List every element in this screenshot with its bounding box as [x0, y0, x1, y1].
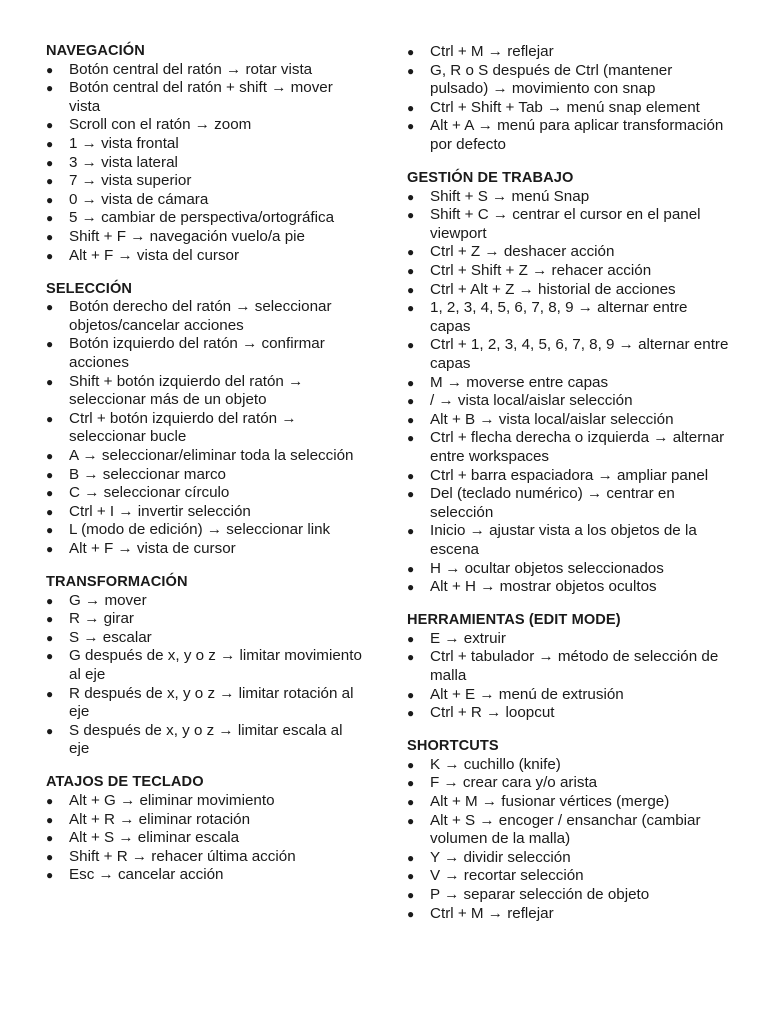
list-item	[407, 188, 732, 207]
bullet-icon: ●	[46, 541, 54, 556]
bullet-icon: ●	[407, 706, 415, 721]
item-text: L (modo de edición) → seleccionar link	[69, 521, 331, 539]
list-item	[46, 722, 364, 759]
item-text: / → vista local/aislar selección	[430, 392, 633, 410]
section-title: NAVEGACIÓN	[46, 43, 145, 59]
item-text: Shift + botón izquierdo del ratón → seleccionar más de un objeto	[69, 372, 304, 409]
shortcut-list	[46, 592, 364, 759]
bullet-icon: ●	[407, 431, 415, 446]
item-text: S después de x, y o z → limitar escala al eje	[69, 721, 343, 758]
item-text: Inicio → ajustar vista a los objetos de la escena	[430, 522, 697, 558]
list-item	[46, 484, 364, 503]
list-item	[407, 905, 732, 924]
item-text: Ctrl + flecha derecha o izquierda → alternar entre workspaces	[430, 429, 725, 465]
list-item	[46, 447, 364, 466]
bullet-icon: ●	[46, 649, 54, 664]
bullet-icon: ●	[407, 119, 415, 134]
shortcut-list	[407, 756, 732, 923]
bullet-icon: ●	[46, 448, 54, 463]
bullet-icon: ●	[46, 831, 54, 846]
bullet-icon: ●	[46, 62, 54, 77]
list-item	[407, 886, 732, 905]
item-text: Alt + H → mostrar objetos ocultos	[430, 578, 657, 596]
section-title: ATAJOS DE TECLADO	[46, 774, 204, 791]
bullet-icon: ●	[407, 757, 415, 772]
item-text: F → crear cara y/o arista	[430, 774, 598, 792]
item-text: G, R o S después de Ctrl (mantener pulsado) → movimiento con snap	[430, 61, 673, 98]
item-text: Ctrl + Shift + Z → rehacer acción	[430, 262, 652, 280]
bullet-icon: ●	[407, 813, 415, 828]
bullet-icon: ●	[46, 81, 54, 96]
list-item	[46, 629, 364, 648]
item-text: 0 → vista de cámara	[69, 190, 209, 208]
bullet-icon: ●	[46, 486, 54, 501]
bullet-icon: ●	[407, 338, 415, 353]
shortcut-list	[407, 188, 732, 597]
shortcut-list	[407, 630, 732, 723]
item-text: Ctrl + M → reflejar	[430, 43, 554, 60]
list-item	[407, 756, 732, 775]
list-item	[407, 117, 732, 154]
bullet-icon: ●	[407, 776, 415, 791]
right-column	[407, 43, 732, 938]
bullet-icon: ●	[46, 248, 54, 263]
item-text: V → recortar selección	[430, 867, 584, 885]
section-herramientas-edit-mode	[407, 611, 732, 723]
list-item	[46, 135, 364, 154]
item-text: Ctrl + I → invertir selección	[69, 502, 251, 520]
section-atajos-de-teclado	[46, 773, 364, 885]
bullet-icon: ●	[46, 192, 54, 207]
bullet-icon: ●	[407, 687, 415, 702]
item-text: 7 → vista superior	[69, 172, 192, 190]
list-item	[46, 811, 364, 830]
list-item	[407, 262, 732, 281]
item-text: Alt + S → eliminar escala	[69, 829, 240, 847]
bullet-icon: ●	[407, 189, 415, 204]
bullet-icon: ●	[46, 504, 54, 519]
item-text: Scroll con el ratón → zoom	[69, 116, 252, 134]
item-text: Alt + M → fusionar vértices (merge)	[430, 793, 670, 811]
item-text: R después de x, y o z → limitar rotación al eje	[69, 684, 354, 721]
bullet-icon: ●	[46, 337, 54, 352]
list-item	[407, 704, 732, 723]
bullet-icon: ●	[407, 412, 415, 427]
section-continued	[407, 43, 732, 155]
bullet-icon: ●	[407, 394, 415, 409]
item-text: Shift + C → centrar el cursor en el panel viewport	[430, 206, 701, 242]
item-text: Ctrl + M → reflejar	[430, 904, 554, 922]
item-text: E → extruir	[430, 629, 506, 647]
list-item	[407, 411, 732, 430]
list-item	[46, 373, 364, 410]
item-text: Shift + R → rehacer última acción	[69, 847, 296, 865]
item-text: Alt + R → eliminar rotación	[69, 810, 251, 828]
item-text: C → seleccionar círculo	[69, 484, 230, 502]
list-item	[46, 848, 364, 867]
item-text: Botón derecho del ratón → seleccionar objetos/cancelar acciones	[69, 298, 332, 334]
item-text: Y → dividir selección	[430, 848, 571, 866]
list-item	[407, 648, 732, 685]
bullet-icon: ●	[46, 136, 54, 151]
bullet-icon: ●	[46, 523, 54, 538]
bullet-icon: ●	[407, 245, 415, 260]
item-text: Shift + S → menú Snap	[430, 187, 590, 205]
item-text: Ctrl + Z → deshacer acción	[430, 243, 615, 261]
list-item	[407, 686, 732, 705]
item-text: Alt + B → vista local/aislar selección	[430, 410, 674, 428]
bullet-icon: ●	[46, 300, 54, 315]
bullet-icon: ●	[407, 888, 415, 903]
item-text: Ctrl + Shift + Tab → menú snap element	[430, 98, 700, 116]
list-item	[46, 647, 364, 684]
item-text: Ctrl + barra espaciadora → ampliar panel	[430, 466, 709, 484]
bullet-icon: ●	[407, 63, 415, 78]
list-item	[46, 61, 364, 80]
item-text: Ctrl + R → loopcut	[430, 704, 555, 722]
list-item	[46, 191, 364, 210]
item-text: 1 → vista frontal	[69, 134, 179, 152]
list-item	[46, 685, 364, 722]
bullet-icon: ●	[407, 301, 415, 316]
section-gestion-de-trabajo	[407, 169, 732, 597]
list-item	[46, 154, 364, 173]
section-title: SHORTCUTS	[407, 738, 499, 755]
bullet-icon: ●	[46, 174, 54, 189]
bullet-icon: ●	[407, 375, 415, 390]
list-item	[407, 206, 732, 243]
bullet-icon: ●	[407, 906, 415, 921]
item-text: R → girar	[69, 610, 134, 628]
list-item	[407, 99, 732, 118]
bullet-icon: ●	[46, 849, 54, 864]
list-item	[407, 243, 732, 262]
section-shortcuts	[407, 737, 732, 923]
item-text: Ctrl + botón izquierdo del ratón → seleccionar bucle	[69, 409, 297, 446]
item-text: K → cuchillo (knife)	[430, 755, 561, 773]
item-text: S → escalar	[69, 628, 152, 646]
bullet-icon: ●	[407, 264, 415, 279]
shortcut-list	[46, 298, 364, 558]
item-text: 1, 2, 3, 4, 5, 6, 7, 8, 9 → alternar entre capas	[430, 299, 688, 335]
list-item	[407, 336, 732, 373]
item-text: Alt + A → menú para aplicar transformación por defecto	[430, 117, 724, 153]
list-item	[407, 281, 732, 300]
item-text: Alt + F → vista del cursor	[69, 246, 240, 264]
bullet-icon: ●	[46, 229, 54, 244]
bullet-icon: ●	[46, 723, 54, 738]
item-text: Alt + E → menú de extrusión	[430, 685, 624, 703]
item-text: Ctrl + tabulador → método de selección de malla	[430, 648, 719, 684]
item-text: Botón izquierdo del ratón → confirmar acciones	[69, 335, 325, 371]
bullet-icon: ●	[407, 100, 415, 115]
item-text: P → separar selección de objeto	[430, 886, 650, 904]
shortcut-list	[46, 792, 364, 885]
bullet-icon: ●	[46, 686, 54, 701]
bullet-icon: ●	[46, 630, 54, 645]
list-item	[407, 429, 732, 466]
bullet-icon: ●	[46, 211, 54, 226]
item-text: Ctrl + Alt + Z → historial de acciones	[430, 280, 676, 298]
list-item	[46, 540, 364, 559]
shortcut-list	[46, 61, 364, 266]
list-item	[407, 867, 732, 886]
bullet-icon: ●	[46, 374, 54, 389]
list-item	[407, 560, 732, 579]
list-item	[407, 578, 732, 597]
item-text: A → seleccionar/eliminar toda la selección	[69, 446, 354, 464]
item-text: Botón central del ratón → rotar vista	[69, 60, 313, 78]
item-text: Del (teclado numérico) → centrar en selección	[430, 485, 675, 521]
item-text: G después de x, y o z → limitar movimiento al eje	[69, 647, 362, 683]
section-title: SELECCIÓN	[46, 280, 133, 297]
list-item	[46, 466, 364, 485]
bullet-icon: ●	[46, 118, 54, 133]
item-text: G → mover	[69, 591, 147, 609]
list-item	[46, 79, 364, 116]
bullet-icon: ●	[46, 593, 54, 608]
list-item	[46, 228, 364, 247]
list-item	[46, 172, 364, 191]
bullet-icon: ●	[407, 487, 415, 502]
list-item	[46, 503, 364, 522]
item-text: 3 → vista lateral	[69, 153, 178, 171]
bullet-icon: ●	[46, 612, 54, 627]
item-text: B → seleccionar marco	[69, 465, 226, 483]
bullet-icon: ●	[407, 45, 415, 59]
list-item	[46, 829, 364, 848]
left-column	[46, 42, 364, 900]
bullet-icon: ●	[407, 795, 415, 810]
bullet-icon: ●	[46, 868, 54, 883]
list-item	[46, 209, 364, 228]
list-item	[407, 392, 732, 411]
item-text: Alt + S → encoger / ensanchar (cambiar volumen de la malla)	[430, 811, 701, 848]
item-text: Alt + G → eliminar movimiento	[69, 792, 275, 810]
list-item	[407, 630, 732, 649]
list-item	[407, 485, 732, 522]
list-item	[46, 298, 364, 335]
bullet-icon: ●	[46, 794, 54, 809]
shortcut-list	[407, 43, 732, 155]
item-text: Esc → cancelar acción	[69, 866, 224, 884]
bullet-icon: ●	[407, 561, 415, 576]
item-text: Alt + F → vista de cursor	[69, 539, 236, 557]
bullet-icon: ●	[407, 650, 415, 665]
list-item	[407, 812, 732, 849]
list-item	[46, 335, 364, 372]
list-item	[407, 774, 732, 793]
bullet-icon: ●	[46, 155, 54, 170]
bullet-icon: ●	[46, 812, 54, 827]
list-item	[46, 116, 364, 135]
bullet-icon: ●	[407, 631, 415, 646]
bullet-icon: ●	[407, 580, 415, 595]
list-item	[46, 866, 364, 885]
list-item	[46, 592, 364, 611]
bullet-icon: ●	[407, 850, 415, 865]
bullet-icon: ●	[46, 411, 54, 426]
list-item	[46, 247, 364, 266]
list-item	[46, 521, 364, 540]
list-item	[407, 43, 732, 62]
list-item	[407, 467, 732, 486]
list-item	[407, 522, 732, 559]
bullet-icon: ●	[407, 208, 415, 223]
list-item	[407, 299, 732, 336]
bullet-icon: ●	[407, 282, 415, 297]
section-transformacion	[46, 573, 364, 759]
section-seleccion	[46, 280, 364, 559]
item-text: Shift + F → navegación vuelo/a pie	[69, 227, 305, 245]
bullet-icon: ●	[46, 467, 54, 482]
item-text: Botón central del ratón + shift → mover vista	[69, 79, 333, 115]
item-text: 5 → cambiar de perspectiva/ortográfica	[69, 209, 335, 227]
item-text: Ctrl + 1, 2, 3, 4, 5, 6, 7, 8, 9 → alternar entre capas	[430, 336, 729, 372]
section-title: TRANSFORMACIÓN	[46, 574, 188, 591]
list-item	[46, 410, 364, 447]
bullet-icon: ●	[407, 524, 415, 539]
list-item	[46, 610, 364, 629]
list-item	[46, 792, 364, 811]
list-item	[407, 793, 732, 812]
list-item	[407, 374, 732, 393]
item-text: H → ocultar objetos seleccionados	[430, 559, 664, 577]
list-item	[407, 62, 732, 99]
section-title: HERRAMIENTAS (EDIT MODE)	[407, 612, 621, 629]
item-text: M → moverse entre capas	[430, 373, 609, 391]
bullet-icon: ●	[407, 869, 415, 884]
bullet-icon: ●	[407, 468, 415, 483]
section-title: GESTIÓN DE TRABAJO	[407, 170, 574, 187]
list-item	[407, 849, 732, 868]
section-navegacion	[46, 42, 364, 265]
